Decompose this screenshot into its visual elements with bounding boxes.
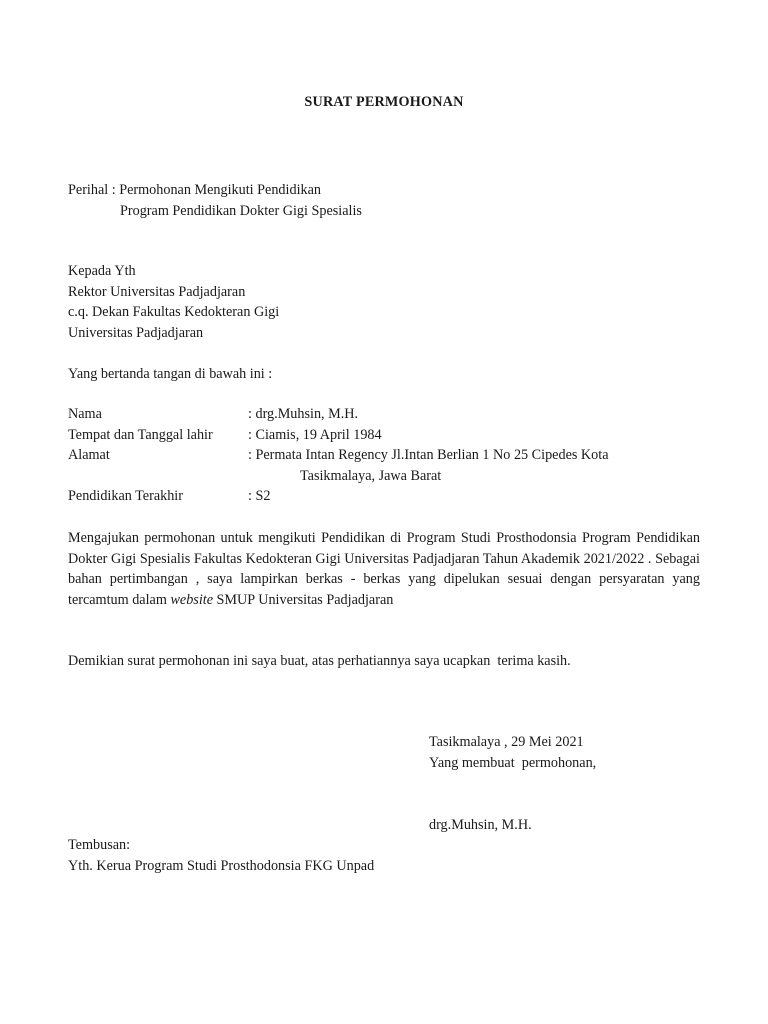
identity-row-address <box>68 445 708 466</box>
body-paragraph <box>68 528 700 610</box>
education-label: Pendidikan Terakhir <box>68 488 183 504</box>
closing-text: Demikian surat permohonan ini saya buat, atas perhatiannya saya ucapkan terima kasih. <box>68 653 571 669</box>
signature-role: Yang membuat permohonan, <box>429 754 597 771</box>
recipient-block <box>68 261 279 343</box>
cc-block <box>68 835 374 876</box>
address-value-1: : Permata Intan Regency Jl.Intan Berlian 1 No 25 Cipedes Kota <box>248 447 609 463</box>
identity-row-education <box>68 486 708 507</box>
intro-text: Yang bertanda tangan di bawah ini : <box>68 366 273 382</box>
intro-block <box>68 364 272 385</box>
body-text-1: Mengajukan permohonan untuk mengikuti Pendidikan di Program Studi Prosthodonsia Program Pendidikan Dokter Gigi Spesialis Fakultas Kedokteran Gigi Universitas Padjadjaran Tahun Akademik 2021/2022 . Sebagai bahan pertimbangan , saya lampirkan berkas - berkas yang dipelukan sesuai dengan persyaratan yang tercamtum dalam <box>68 530 700 608</box>
recipient-line: Kepada Yth <box>68 263 136 279</box>
signature-block <box>429 732 596 773</box>
birth-label: Tempat dan Tanggal lahir <box>68 426 213 443</box>
address-value-2: Tasikmalaya, Jawa Barat <box>300 467 442 484</box>
signature-name-block <box>429 815 532 836</box>
identity-row-name <box>68 404 708 425</box>
recipient-line: Rektor Universitas Padjadjaran <box>68 283 246 300</box>
name-value: : drg.Muhsin, M.H. <box>248 406 359 422</box>
subject-line-2: Program Pendidikan Dokter Gigi Spesialis <box>120 202 362 219</box>
subject-text-1: Permohonan Mengikuti Pendidikan <box>119 182 321 198</box>
cc-label: Tembusan: <box>68 837 131 853</box>
body-text-2: SMUP Universitas Padjadjaran <box>213 591 394 608</box>
signature-place-date: Tasikmalaya , 29 Mei 2021 <box>429 734 584 750</box>
body-text-italic: website <box>170 591 213 608</box>
recipient-line: c.q. Dekan Fakultas Kedokteran Gigi <box>68 304 280 320</box>
birth-value: : Ciamis, 19 April 1984 <box>248 426 382 443</box>
recipient-line: Universitas Padjadjaran <box>68 324 204 341</box>
signature-name: drg.Muhsin, M.H. <box>429 817 532 833</box>
identity-row-birth <box>68 425 708 446</box>
subject-block <box>68 180 362 221</box>
identity-row-address-cont <box>68 466 708 487</box>
letter-title: SURAT PERMOHONAN <box>304 94 464 110</box>
address-label: Alamat <box>68 447 110 463</box>
education-value: : S2 <box>248 488 271 504</box>
name-label: Nama <box>68 406 102 422</box>
closing-block <box>68 651 571 672</box>
cc-line: Yth. Kerua Program Studi Prosthodonsia FKG Unpad <box>68 857 375 874</box>
identity-block <box>68 404 708 507</box>
subject-label: Perihal : <box>68 182 120 198</box>
subject-line-1 <box>68 180 362 201</box>
